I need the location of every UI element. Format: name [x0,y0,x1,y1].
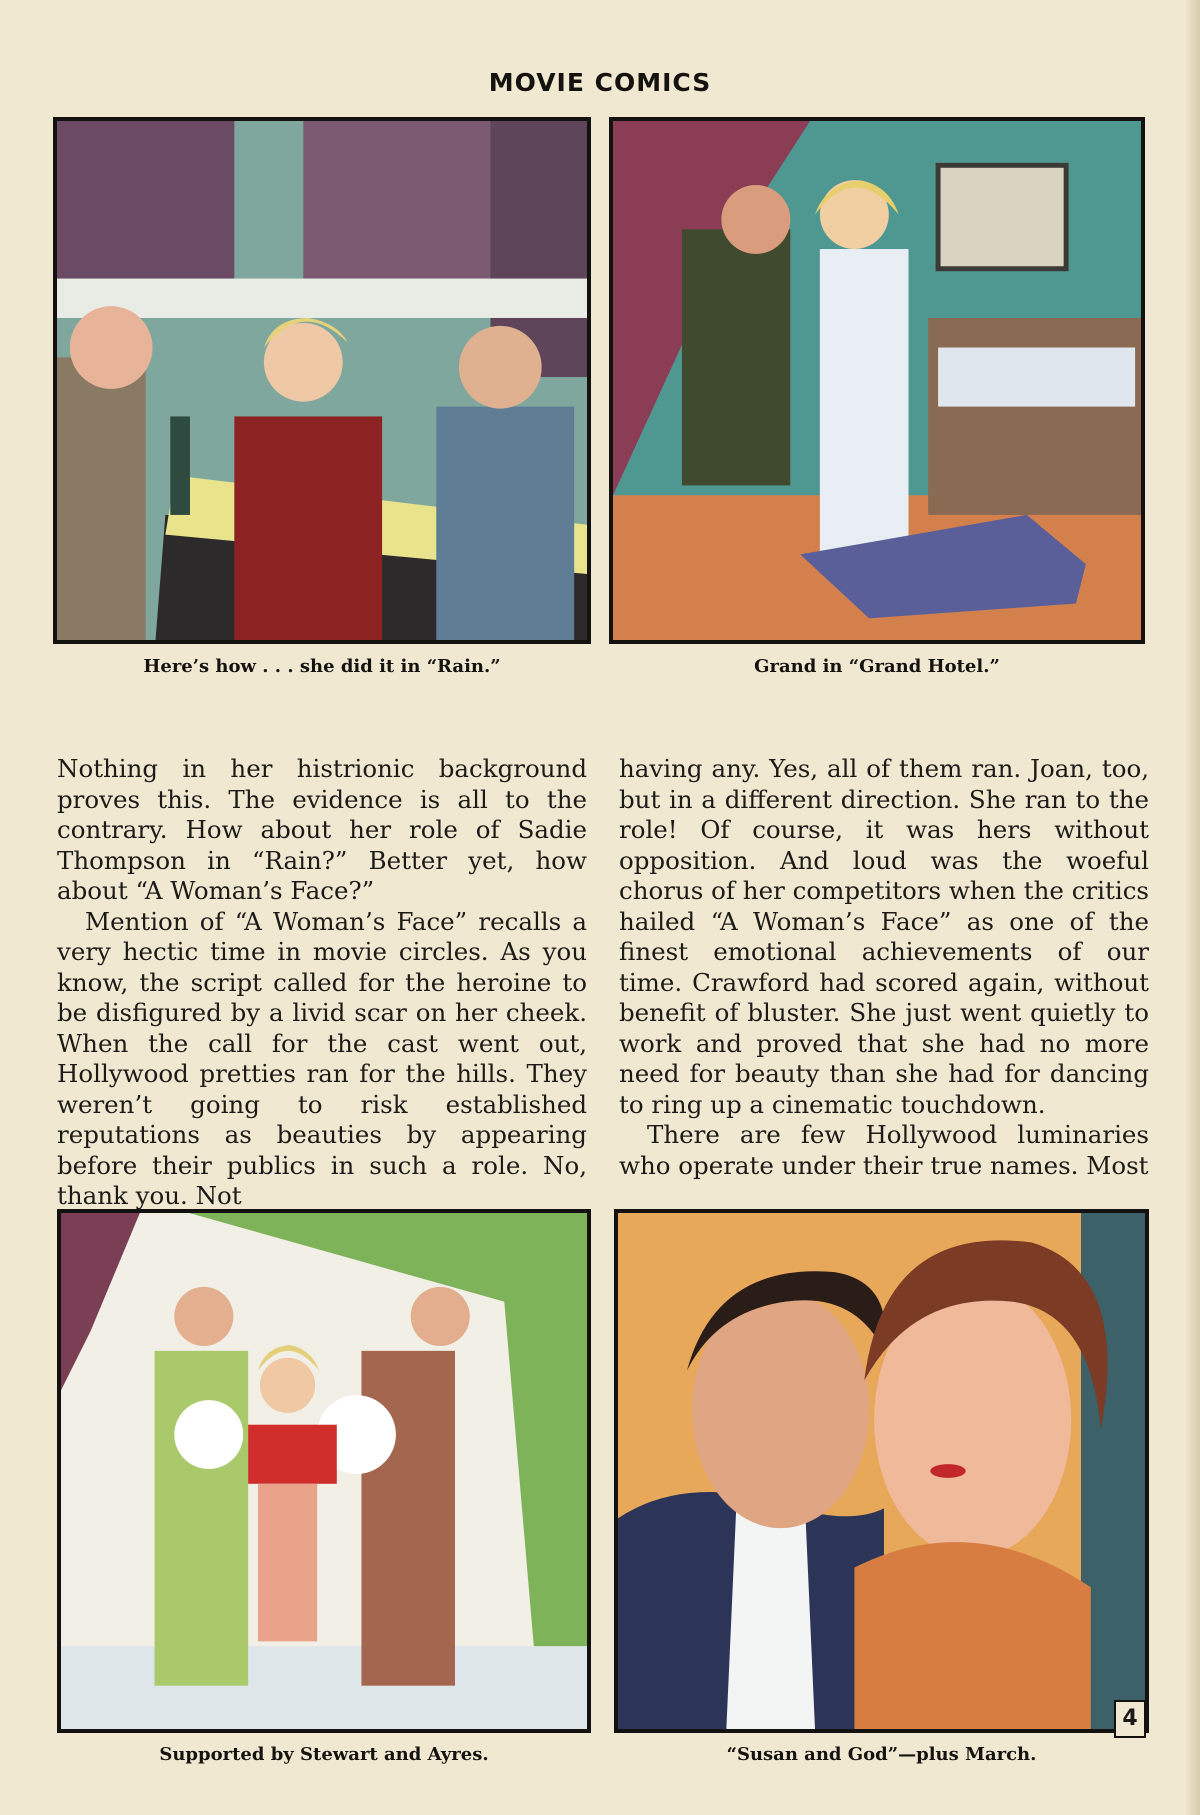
panel-3-caption: Supported by Stewart and Ayres. [159,1744,489,1765]
article-column-left [57,754,587,1212]
panel-4-caption: “Susan and God”—plus March. [726,1744,1037,1765]
paragraph: Nothing in her histrionic background proves this. The evidence is all to the contrary. How about her role of Sadie Thompson in “Rain?” Better yet, how about “A Woman’s Face?” [57,754,587,905]
panel-1-caption: Here’s how . . . she did it in “Rain.” [143,656,501,677]
article-column-right [619,754,1149,1181]
panel-bar-scene [53,117,591,644]
bar-scene-illustration [57,121,587,640]
paragraph: Mention of “A Woman’s Face” recalls a very hectic time in movie circles. As you know, the script called for the heroine to be disfigured by a livid scar on her cheek. When the call for the cast went out, Hollywood pretties ran for the hills. They weren’t going to risk established reputations as beauties by appearing before their publics in such a role. No, thank you. Not [57,906,587,1210]
skating-scene-illustration [61,1213,587,1729]
panel-close-up-scene [614,1209,1149,1733]
panel-hotel-scene [609,117,1145,644]
panel-2-caption: Grand in “Grand Hotel.” [754,656,1000,677]
panel-skating-scene [57,1209,591,1733]
paragraph: There are few Hollywood luminaries who operate under their true names. Most [619,1120,1149,1180]
paragraph: having any. Yes, all of them ran. Joan, too, but in a different direction. She ran to the role! Of course, it was hers without opposition. And loud was the woeful chorus of her competitors when the critics hailed “A Woman’s Face” as one of the finest emotional achievements of our time. Crawford had scored again, without benefit of bluster. She just went quietly to work and proved that she had no more need for beauty than she had for dancing to ring up a cinematic touchdown. [619,754,1149,1119]
page-number: 4 [1114,1700,1146,1738]
close-up-illustration [618,1213,1145,1729]
page-header: MOVIE COMICS [488,68,712,97]
hotel-scene-illustration [613,121,1141,640]
page-edge [1186,0,1200,1815]
